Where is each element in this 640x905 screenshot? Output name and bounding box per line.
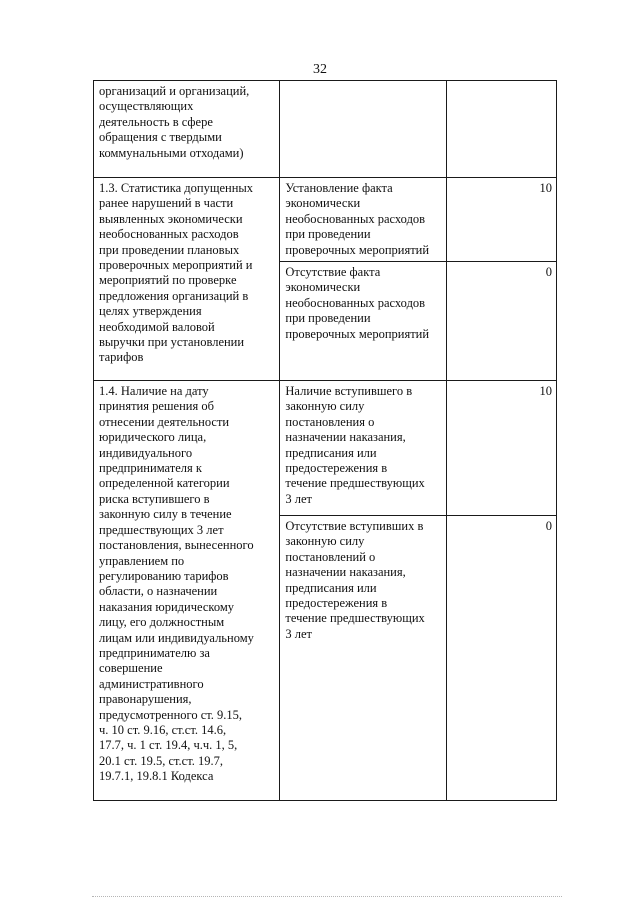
condition-cell: Установление факта экономически необоснованных расходов при проведении проверочных мероприятий	[280, 178, 446, 262]
condition-cell: Наличие вступившего в законную силу постановления о назначении наказания, предписания или предостережения в течение предшествующих 3 лет	[280, 381, 446, 516]
criterion-cell: организаций и организаций, осуществляющих деятельность в сфере обращения с твердыми коммунальными отходами)	[94, 81, 280, 178]
score-cell: 0	[446, 262, 556, 381]
score-cell: 10	[446, 178, 556, 262]
table-row	[94, 81, 557, 178]
criteria-table	[93, 80, 557, 801]
condition-cell: Отсутствие вступивших в законную силу постановлений о назначении наказания, предписания или предостережения в течение предшествующих 3 лет	[280, 516, 446, 801]
condition-cell: Отсутствие факта экономически необоснованных расходов при проведении проверочных мероприятий	[280, 262, 446, 381]
criterion-cell: 1.3. Статистика допущенных ранее нарушений в части выявленных экономически необоснованных расходов при проведении плановых проверочных мероприятий и мероприятий по проверке предложения организаций в целях утверждения необходимой валовой выручки при установлении тарифов	[94, 178, 280, 381]
score-cell	[446, 81, 556, 178]
page-number: 32	[313, 62, 327, 77]
criterion-cell: 1.4. Наличие на дату принятия решения об отнесении деятельности юридического лица, индивидуального предпринимателя к определенной категории риска вступившего в законную силу в течение предшествующих 3 лет постановления, вынесенного управлением по регулированию тарифов области, о назначении наказания юридическому лицу, его должностным лицам или индивидуальному предпринимателю за совершение административного правонарушения, предусмотренного ст. 9.15, ч. 10 ст. 9.16, ст.ст. 14.6, 17.7, ч. 1 ст. 19.4, ч.ч. 1, 5, 20.1 ст. 19.5, ст.ст. 19.7, 19.7.1, 19.8.1 Кодекса	[94, 381, 280, 801]
scan-edge-artifact	[92, 896, 562, 901]
score-cell: 10	[446, 381, 556, 516]
table-row	[94, 381, 557, 516]
score-cell: 0	[446, 516, 556, 801]
table-row	[94, 178, 557, 262]
condition-cell	[280, 81, 446, 178]
